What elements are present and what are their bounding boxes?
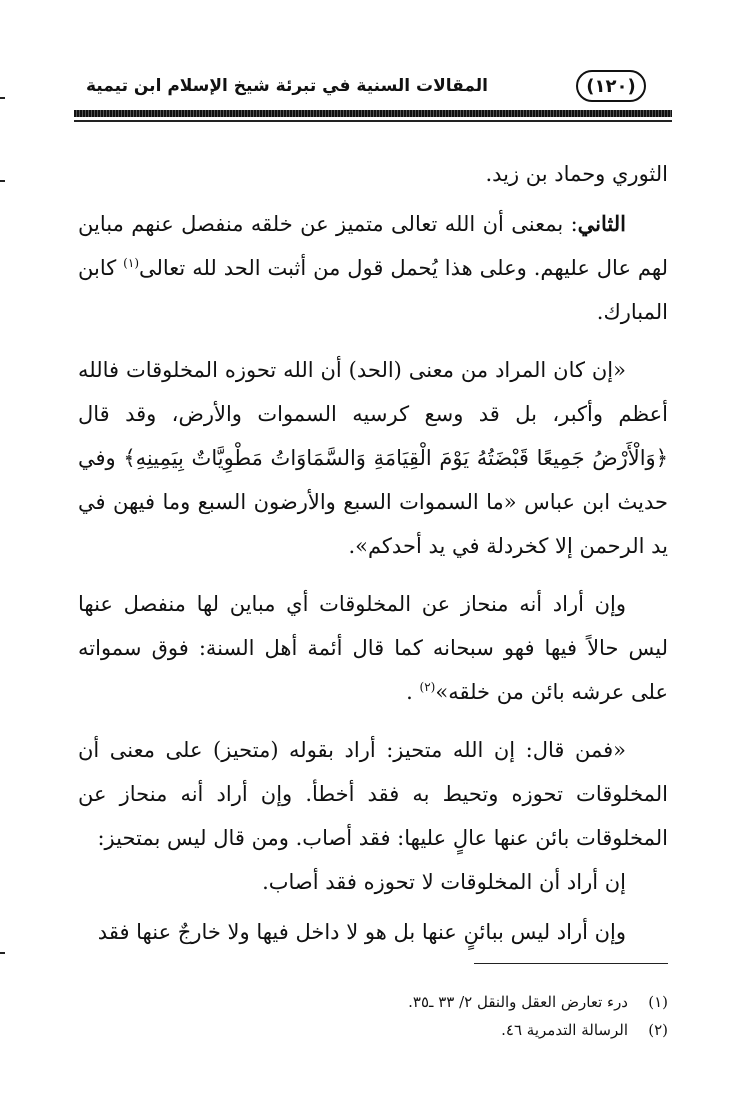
- body-text: [78, 152, 668, 968]
- footnote: [78, 1016, 668, 1044]
- paragraph-text: كابن المبارك.: [78, 256, 668, 324]
- margin-mark: [0, 97, 5, 99]
- paragraph-text: وإن أراد أنه منحاز عن المخلوقات أي مباين لها منفصل عنها ليس حالاً فيها فهو سبحانه كما قال أئمة أهل السنة: فوق سمواته على عرشه بائن من خلقه»: [78, 592, 668, 704]
- paragraph-text: الثوري وحماد بن زيد.: [485, 162, 668, 186]
- footnote-ref: (١): [123, 256, 139, 270]
- margin-mark: [0, 952, 5, 954]
- heading-term: الثاني: [577, 211, 626, 236]
- paragraph-text: «إن كان المراد من معنى (الحد) أن الله تحوزه المخلوقات فالله أعظم وأكبر، بل قد وسع كرسيه السموات والأرض، وقد قال ﴿وَالْأَرْضُ جَمِيعًا قَبْضَتُهُ يَوْمَ الْقِيَامَةِ وَالسَّمَاوَاتُ مَطْوِيَّاتٌ بِيَمِينِهِ﴾ وفي حديث ابن عباس «ما السموات السبع والأرضون السبع وما فيهن في يد الرحمن إلا كخردلة في يد أحدكم».: [78, 358, 668, 558]
- header-rule-thick: [74, 110, 672, 117]
- footnote-ref: (٢): [419, 680, 436, 694]
- footnote-text: الرسالة التدمرية ٤٦.: [501, 1021, 628, 1039]
- paragraph: [78, 860, 668, 904]
- paragraph: [78, 348, 668, 568]
- footnotes: [78, 988, 668, 1044]
- header-rule-thin: [74, 120, 672, 122]
- paragraph-text: : بمعنى أن الله تعالى متميز عن خلقه منفصل عنهم مباين لهم عال عليهم. وعلى هذا يُحمل قول من أثبت الحد لله تعالى: [78, 212, 668, 280]
- paragraph-text: إن أراد أن المخلوقات لا تحوزه فقد أصاب.: [262, 870, 626, 894]
- page-number: (١٢٠): [576, 70, 646, 102]
- footnote-rule: [474, 963, 668, 964]
- footnote-text: درء تعارض العقل والنقل ٢/ ٣٣ ـ٣٥.: [408, 993, 628, 1011]
- paragraph-text: .: [406, 680, 420, 704]
- running-title: المقالات السنية في تبرئة شيخ الإسلام ابن تيمية: [86, 76, 488, 96]
- paragraph: [78, 910, 668, 954]
- paragraph: [78, 202, 668, 334]
- paragraph: [78, 152, 668, 196]
- footnote-number: (٢): [648, 1021, 668, 1039]
- footnote: [78, 988, 668, 1016]
- margin-mark: [0, 180, 5, 182]
- footnote-number: (١): [648, 993, 668, 1011]
- paragraph-text: وإن أراد ليس ببائنٍ عنها بل هو لا داخل فيها ولا خارجٌ عنها فقد: [97, 920, 626, 944]
- paragraph: [78, 582, 668, 714]
- paragraph: [78, 728, 668, 860]
- page-header: [78, 68, 648, 104]
- paragraph-text: «فمن قال: إن الله متحيز: أراد بقوله (متحيز) على معنى أن المخلوقات تحوزه وتحيط به فقد أخطأ. وإن أراد أنه منحاز عن المخلوقات بائن عنها عالٍ عليها: فقد أصاب. ومن قال ليس بمتحيز:: [78, 738, 668, 850]
